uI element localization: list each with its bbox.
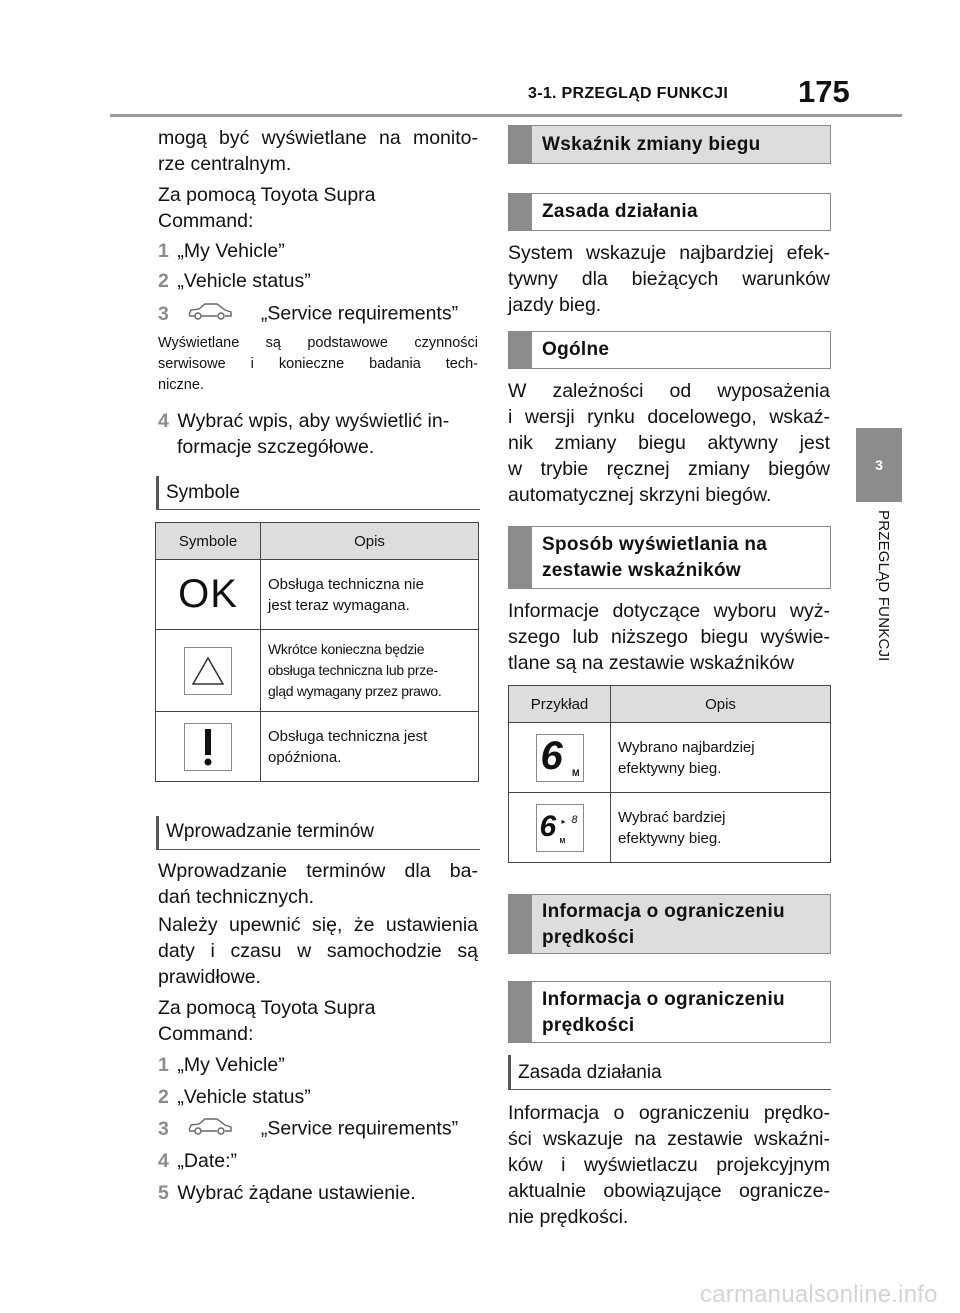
general-line-1: W zależności od wyposażenia bbox=[508, 380, 830, 402]
step-item bbox=[158, 1148, 237, 1174]
heading-text: Wskaźnik zmiany biegu bbox=[542, 134, 761, 155]
step-number: 4 bbox=[158, 1150, 169, 1172]
header-rule bbox=[110, 114, 902, 117]
step-item bbox=[158, 1084, 311, 1110]
step-item bbox=[158, 408, 449, 434]
heading-bar bbox=[509, 126, 532, 163]
section-title-speed-principle: Zasada działania bbox=[518, 1062, 662, 1083]
step-number: 2 bbox=[158, 270, 169, 292]
section-bar bbox=[156, 816, 159, 850]
description-cell bbox=[611, 723, 831, 793]
speed-line-5: nie prędkości. bbox=[508, 1206, 629, 1228]
gear-mode: M bbox=[559, 837, 566, 845]
principle-line-1: System wskazuje najbardziej efek- bbox=[508, 242, 830, 264]
speed-line-2: ści wskazuje na zestawie wskaźni- bbox=[508, 1128, 830, 1150]
description-line: obsługa techniczna lub prze- bbox=[268, 662, 438, 678]
ok-icon: OK bbox=[178, 572, 238, 616]
heading-display bbox=[508, 526, 831, 589]
general-line-2: i wersji rynku docelowego, wskaź- bbox=[508, 406, 830, 428]
symbol-cell bbox=[156, 712, 261, 782]
gear-digit: 6 bbox=[540, 733, 563, 778]
step-text: Wybrać wpis, aby wyświetlić in- bbox=[177, 410, 450, 432]
table-header: Opis bbox=[611, 686, 831, 723]
check-line-1: Należy upewnić się, że ustawienia bbox=[158, 914, 478, 936]
description-line: Wybrać bardziej bbox=[618, 808, 726, 826]
example-cell bbox=[509, 793, 611, 863]
step-item bbox=[158, 1180, 416, 1206]
heading-text: prędkości bbox=[542, 1015, 635, 1036]
heading-text: prędkości bbox=[542, 927, 635, 948]
description-line: Obsługa techniczna jest bbox=[268, 727, 428, 745]
step-number: 3 bbox=[158, 302, 169, 325]
page-number: 175 bbox=[798, 74, 850, 109]
target-gear: 8 bbox=[571, 813, 578, 826]
section-bar bbox=[508, 1055, 511, 1089]
description-cell bbox=[611, 793, 831, 863]
section-rule bbox=[156, 509, 480, 510]
heading-bar bbox=[509, 527, 532, 588]
chapter-tab-label: PRZEGLĄD FUNKCJI bbox=[875, 510, 892, 662]
intro-line-1: mogą być wyświetlane na monito- bbox=[158, 127, 478, 149]
heading-speed-info-sub bbox=[508, 981, 831, 1043]
gear-6m-icon bbox=[536, 734, 584, 782]
step-number: 3 bbox=[158, 1117, 169, 1140]
heading-bar bbox=[509, 982, 532, 1042]
table-row bbox=[509, 793, 831, 863]
step-text: „My Vehicle” bbox=[177, 240, 285, 262]
step-text: „Service requirements” bbox=[260, 302, 459, 325]
section-title-terms: Wprowadzanie terminów bbox=[166, 821, 375, 842]
description-cell bbox=[261, 560, 479, 630]
gear-mode: M bbox=[572, 767, 580, 778]
chapter-title: 3-1. PRZEGLĄD FUNKCJI bbox=[528, 85, 729, 102]
step-item bbox=[158, 300, 458, 329]
description-line: Wybrano najbardziej bbox=[618, 738, 755, 756]
step-text: „Vehicle status” bbox=[177, 1086, 311, 1108]
via-line-2: Command: bbox=[158, 1023, 254, 1045]
example-cell bbox=[509, 723, 611, 793]
heading-text: Informacja o ograniczeniu bbox=[542, 989, 785, 1010]
check-line-3: prawidłowe. bbox=[158, 966, 261, 988]
table-header: Opis bbox=[261, 523, 479, 560]
display-line-1: Informacje dotyczące wyboru wyż- bbox=[508, 600, 830, 622]
shift-arrow-icon: ▸ bbox=[561, 816, 566, 826]
note-line-1: Wyświetlane są podstawowe czynności bbox=[158, 335, 478, 351]
terms-line-1: Wprowadzanie terminów dla ba- bbox=[158, 860, 478, 882]
principle-line-3: jazdy bieg. bbox=[508, 294, 602, 316]
table-row bbox=[156, 560, 479, 630]
gear-table bbox=[508, 685, 831, 863]
description-line: efektywny bieg. bbox=[618, 759, 722, 777]
step-text: „Date:” bbox=[177, 1150, 238, 1172]
heading-bar bbox=[509, 332, 532, 368]
table-row bbox=[509, 723, 831, 793]
step-item bbox=[158, 1052, 285, 1078]
heading-speed-info bbox=[508, 894, 831, 954]
description-cell bbox=[261, 630, 479, 712]
step-item bbox=[158, 1115, 458, 1144]
car-icon bbox=[187, 300, 233, 329]
heading-bar bbox=[509, 895, 532, 953]
step-number: 5 bbox=[158, 1182, 169, 1204]
gear-6-to-8-icon bbox=[536, 804, 584, 852]
table-header: Symbole bbox=[156, 523, 261, 560]
exclamation-icon bbox=[184, 723, 232, 771]
section-rule bbox=[156, 849, 480, 850]
speed-line-3: ków i wyświetlaczu projekcyjnym bbox=[508, 1154, 830, 1176]
display-line-2: szego lub niższego biegu wyświe- bbox=[508, 626, 830, 648]
description-line: efektywny bieg. bbox=[618, 829, 722, 847]
general-line-3: nik zmiany biegu aktywny jest bbox=[508, 432, 830, 454]
description-line: Wkrótce konieczna będzie bbox=[268, 641, 425, 657]
description-line: opóźniona. bbox=[268, 748, 342, 766]
heading-text: zestawie wskaźników bbox=[542, 560, 741, 581]
heading-gear-indicator bbox=[508, 125, 831, 164]
step-number: 2 bbox=[158, 1086, 169, 1108]
chapter-tab: 3 bbox=[856, 428, 902, 502]
heading-principle bbox=[508, 193, 831, 231]
step-item bbox=[158, 238, 285, 264]
via-line-2: Command: bbox=[158, 210, 254, 232]
intro-line-2: rze centralnym. bbox=[158, 153, 292, 175]
principle-line-2: tywny dla bieżących warunków bbox=[508, 268, 830, 290]
step-number: 1 bbox=[158, 1054, 169, 1076]
check-line-2: daty i czasu w samochodzie są bbox=[158, 940, 478, 962]
heading-text: Ogólne bbox=[542, 339, 610, 360]
step-text: „My Vehicle” bbox=[177, 1054, 285, 1076]
table-row bbox=[156, 630, 479, 712]
section-title-symbols: Symbole bbox=[166, 482, 240, 503]
heading-general bbox=[508, 331, 831, 369]
heading-text: Informacja o ograniczeniu bbox=[542, 901, 785, 922]
heading-bar bbox=[509, 194, 532, 230]
description-cell bbox=[261, 712, 479, 782]
table-header: Przykład bbox=[509, 686, 611, 723]
note-line-2: serwisowe i konieczne badania tech- bbox=[158, 356, 478, 372]
warning-triangle-icon bbox=[184, 647, 232, 695]
symbol-cell bbox=[156, 560, 261, 630]
general-line-4: w trybie ręcznej zmiany biegów bbox=[508, 458, 830, 480]
step-text-cont: formacje szczegółowe. bbox=[177, 436, 375, 458]
via-line-1: Za pomocą Toyota Supra bbox=[158, 184, 376, 206]
gear-digit: 6 bbox=[539, 809, 557, 843]
heading-text: Zasada działania bbox=[542, 201, 698, 222]
description-line: Obsługa techniczna nie bbox=[268, 575, 424, 593]
symbol-cell bbox=[156, 630, 261, 712]
heading-text: Sposób wyświetlania na bbox=[542, 534, 768, 555]
description-line: jest teraz wymagana. bbox=[268, 596, 410, 614]
step-text: „Service requirements” bbox=[260, 1117, 459, 1140]
step-text: Wybrać żądane ustawienie. bbox=[177, 1182, 416, 1204]
step-text: „Vehicle status” bbox=[177, 270, 311, 292]
step-number: 4 bbox=[158, 410, 169, 432]
car-icon bbox=[187, 1115, 233, 1144]
speed-line-1: Informacja o ograniczeniu prędko- bbox=[508, 1102, 830, 1124]
step-number: 1 bbox=[158, 240, 169, 262]
description-line: gląd wymagany przez prawo. bbox=[268, 683, 442, 699]
section-rule bbox=[508, 1089, 831, 1090]
general-line-5: automatycznej skrzyni biegów. bbox=[508, 484, 772, 506]
speed-line-4: aktualnie obowiązujące ogranicze- bbox=[508, 1180, 830, 1202]
watermark: carmanualsonline.info bbox=[700, 1281, 938, 1308]
table-row bbox=[156, 712, 479, 782]
note-line-3: niczne. bbox=[158, 377, 204, 393]
via-line-1: Za pomocą Toyota Supra bbox=[158, 997, 376, 1019]
step-item bbox=[158, 268, 311, 294]
symbols-table bbox=[155, 522, 479, 782]
terms-line-2: dań technicznych. bbox=[158, 886, 315, 908]
section-bar bbox=[156, 476, 159, 510]
display-line-3: tlane są na zestawie wskaźników bbox=[508, 652, 795, 674]
